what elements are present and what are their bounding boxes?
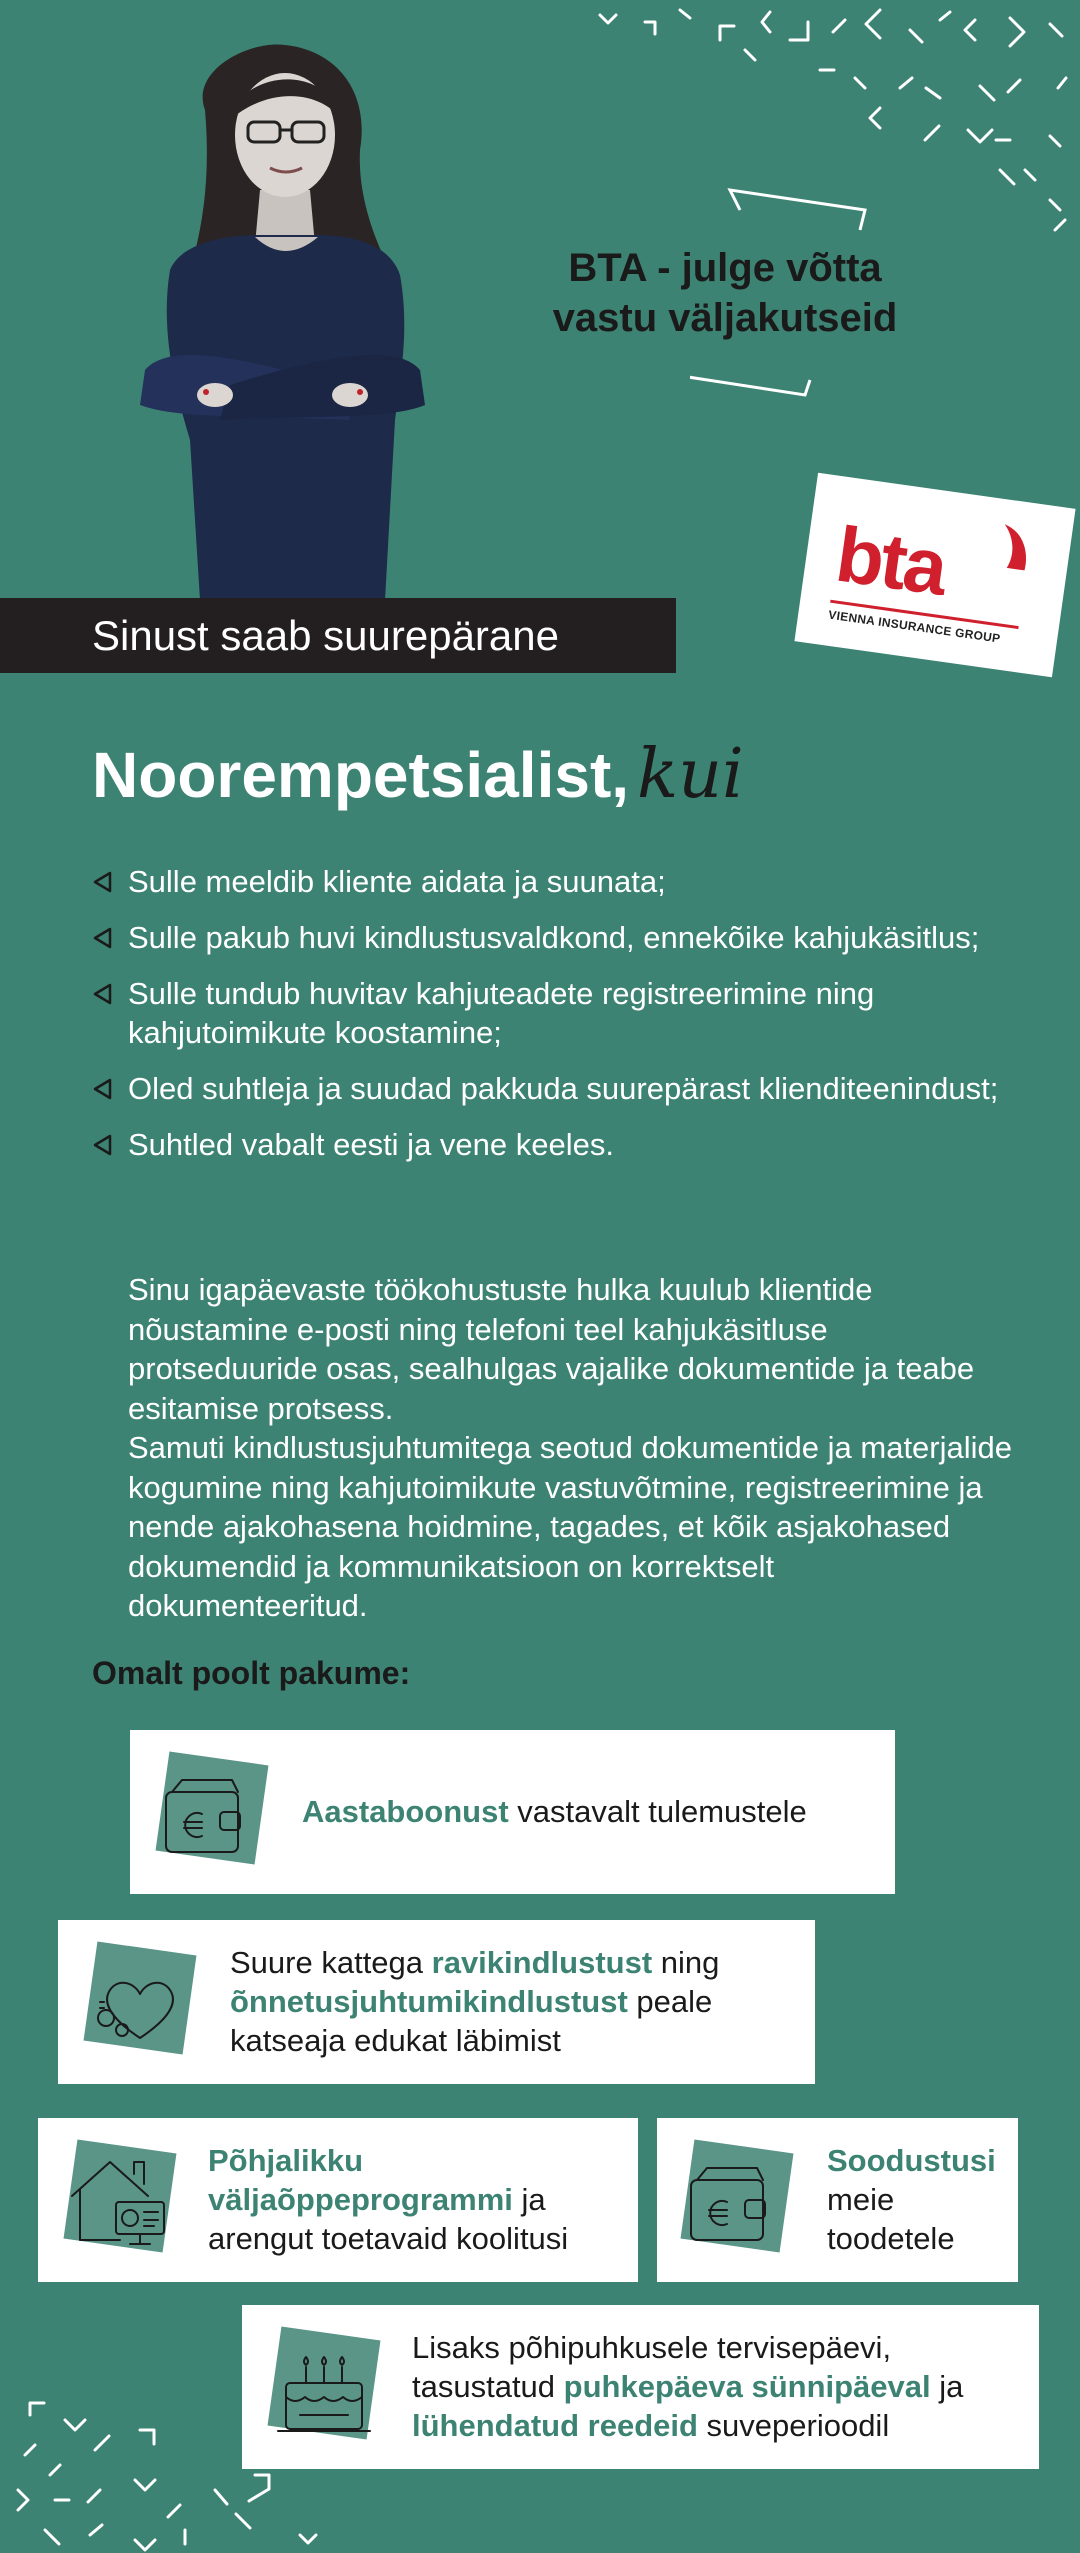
job-description bbox=[128, 1270, 1018, 1626]
heart-icon bbox=[80, 1942, 200, 2062]
wallet-euro-icon bbox=[677, 2140, 797, 2260]
triangle-bullet-icon bbox=[92, 1134, 114, 1156]
offer-text: Lisaks põhipuhkusele tervisepäevi, tasustatud puhkepäeva sünnipäeval ja lühendatud reedeid suveperioodil bbox=[412, 2330, 964, 2443]
employee-photo bbox=[110, 40, 450, 600]
bta-logo-card bbox=[794, 473, 1075, 678]
job-title-script-word: kui bbox=[637, 735, 744, 814]
offer-text: Aastaboonust vastavalt tulemustele bbox=[302, 1794, 807, 1829]
list-item: Sulle pakub huvi kindlustusvaldkond, ennekõike kahjukäsitlus; bbox=[92, 918, 1012, 957]
offer-text: Suure kattega ravikindlustust ning õnnetusjuhtumikindlustust peale katseaja edukat läbimist bbox=[230, 1945, 720, 2058]
logo-subtitle: VIENNA INSURANCE GROUP bbox=[827, 607, 1002, 646]
requirements-list bbox=[92, 862, 1012, 1181]
offer-text: Põhjalikku väljaõppeprogrammi ja arengut toetavaid koolitusi bbox=[208, 2143, 569, 2256]
offer-card-bonus bbox=[130, 1730, 895, 1894]
triangle-bullet-icon bbox=[92, 983, 114, 1005]
offer-text: Soodustusi meie toodetele bbox=[827, 2143, 996, 2256]
offer-card-training bbox=[38, 2118, 638, 2282]
list-item: Sulle meeldib kliente aidata ja suunata; bbox=[92, 862, 1012, 901]
job-title bbox=[92, 735, 744, 814]
headline-banner bbox=[0, 598, 676, 673]
triangle-bullet-icon bbox=[92, 871, 114, 893]
offer-heading: Omalt poolt pakume: bbox=[92, 1655, 411, 1691]
list-item: Suhtled vabalt eesti ja vene keeles. bbox=[92, 1125, 1012, 1164]
bta-logo: bta bbox=[830, 509, 951, 612]
list-item: Sulle tundub huvitav kahjuteadete registreerimine ning kahjutoimikute koostamine; bbox=[92, 974, 1012, 1052]
logo-sail-icon bbox=[989, 518, 1036, 573]
offer-card-insurance bbox=[58, 1920, 815, 2084]
description-paragraph: Samuti kindlustusjuhtumitega seotud dokumentide ja materjalide kogumine ning kahjutoimikute vastuvõtmine, registreerimine ja nende ajakohasena hoidmine, tagades, et kõik asjakohased dokumendid ja kommunikatsioon on korrektselt dokumenteeritud. bbox=[128, 1430, 1012, 1623]
birthday-cake-icon bbox=[264, 2327, 384, 2447]
offer-card-discounts bbox=[657, 2118, 1018, 2282]
tagline: BTA - julge võtta vastu väljakutseid bbox=[552, 246, 898, 340]
job-title-main: Noorempetsialist, bbox=[92, 739, 630, 811]
list-item: Oled suhtleja ja suudad pakkuda suurepärast klienditeenindust; bbox=[92, 1069, 1012, 1108]
house-monitor-icon bbox=[60, 2140, 180, 2260]
triangle-bullet-icon bbox=[92, 927, 114, 949]
banner-text: Sinust saab suurepärane bbox=[92, 612, 559, 659]
wallet-euro-icon bbox=[152, 1752, 272, 1872]
description-paragraph: Sinu igapäevaste töökohustuste hulka kuulub klientide nõustamine e-posti ning telefoni teel kahjukäsitluse protseduuride osas, sealhulgas vajalike dokumentide ja teabe esitamise protsess. bbox=[128, 1272, 975, 1426]
triangle-bullet-icon bbox=[92, 1078, 114, 1100]
offer-card-vacation bbox=[242, 2305, 1039, 2469]
